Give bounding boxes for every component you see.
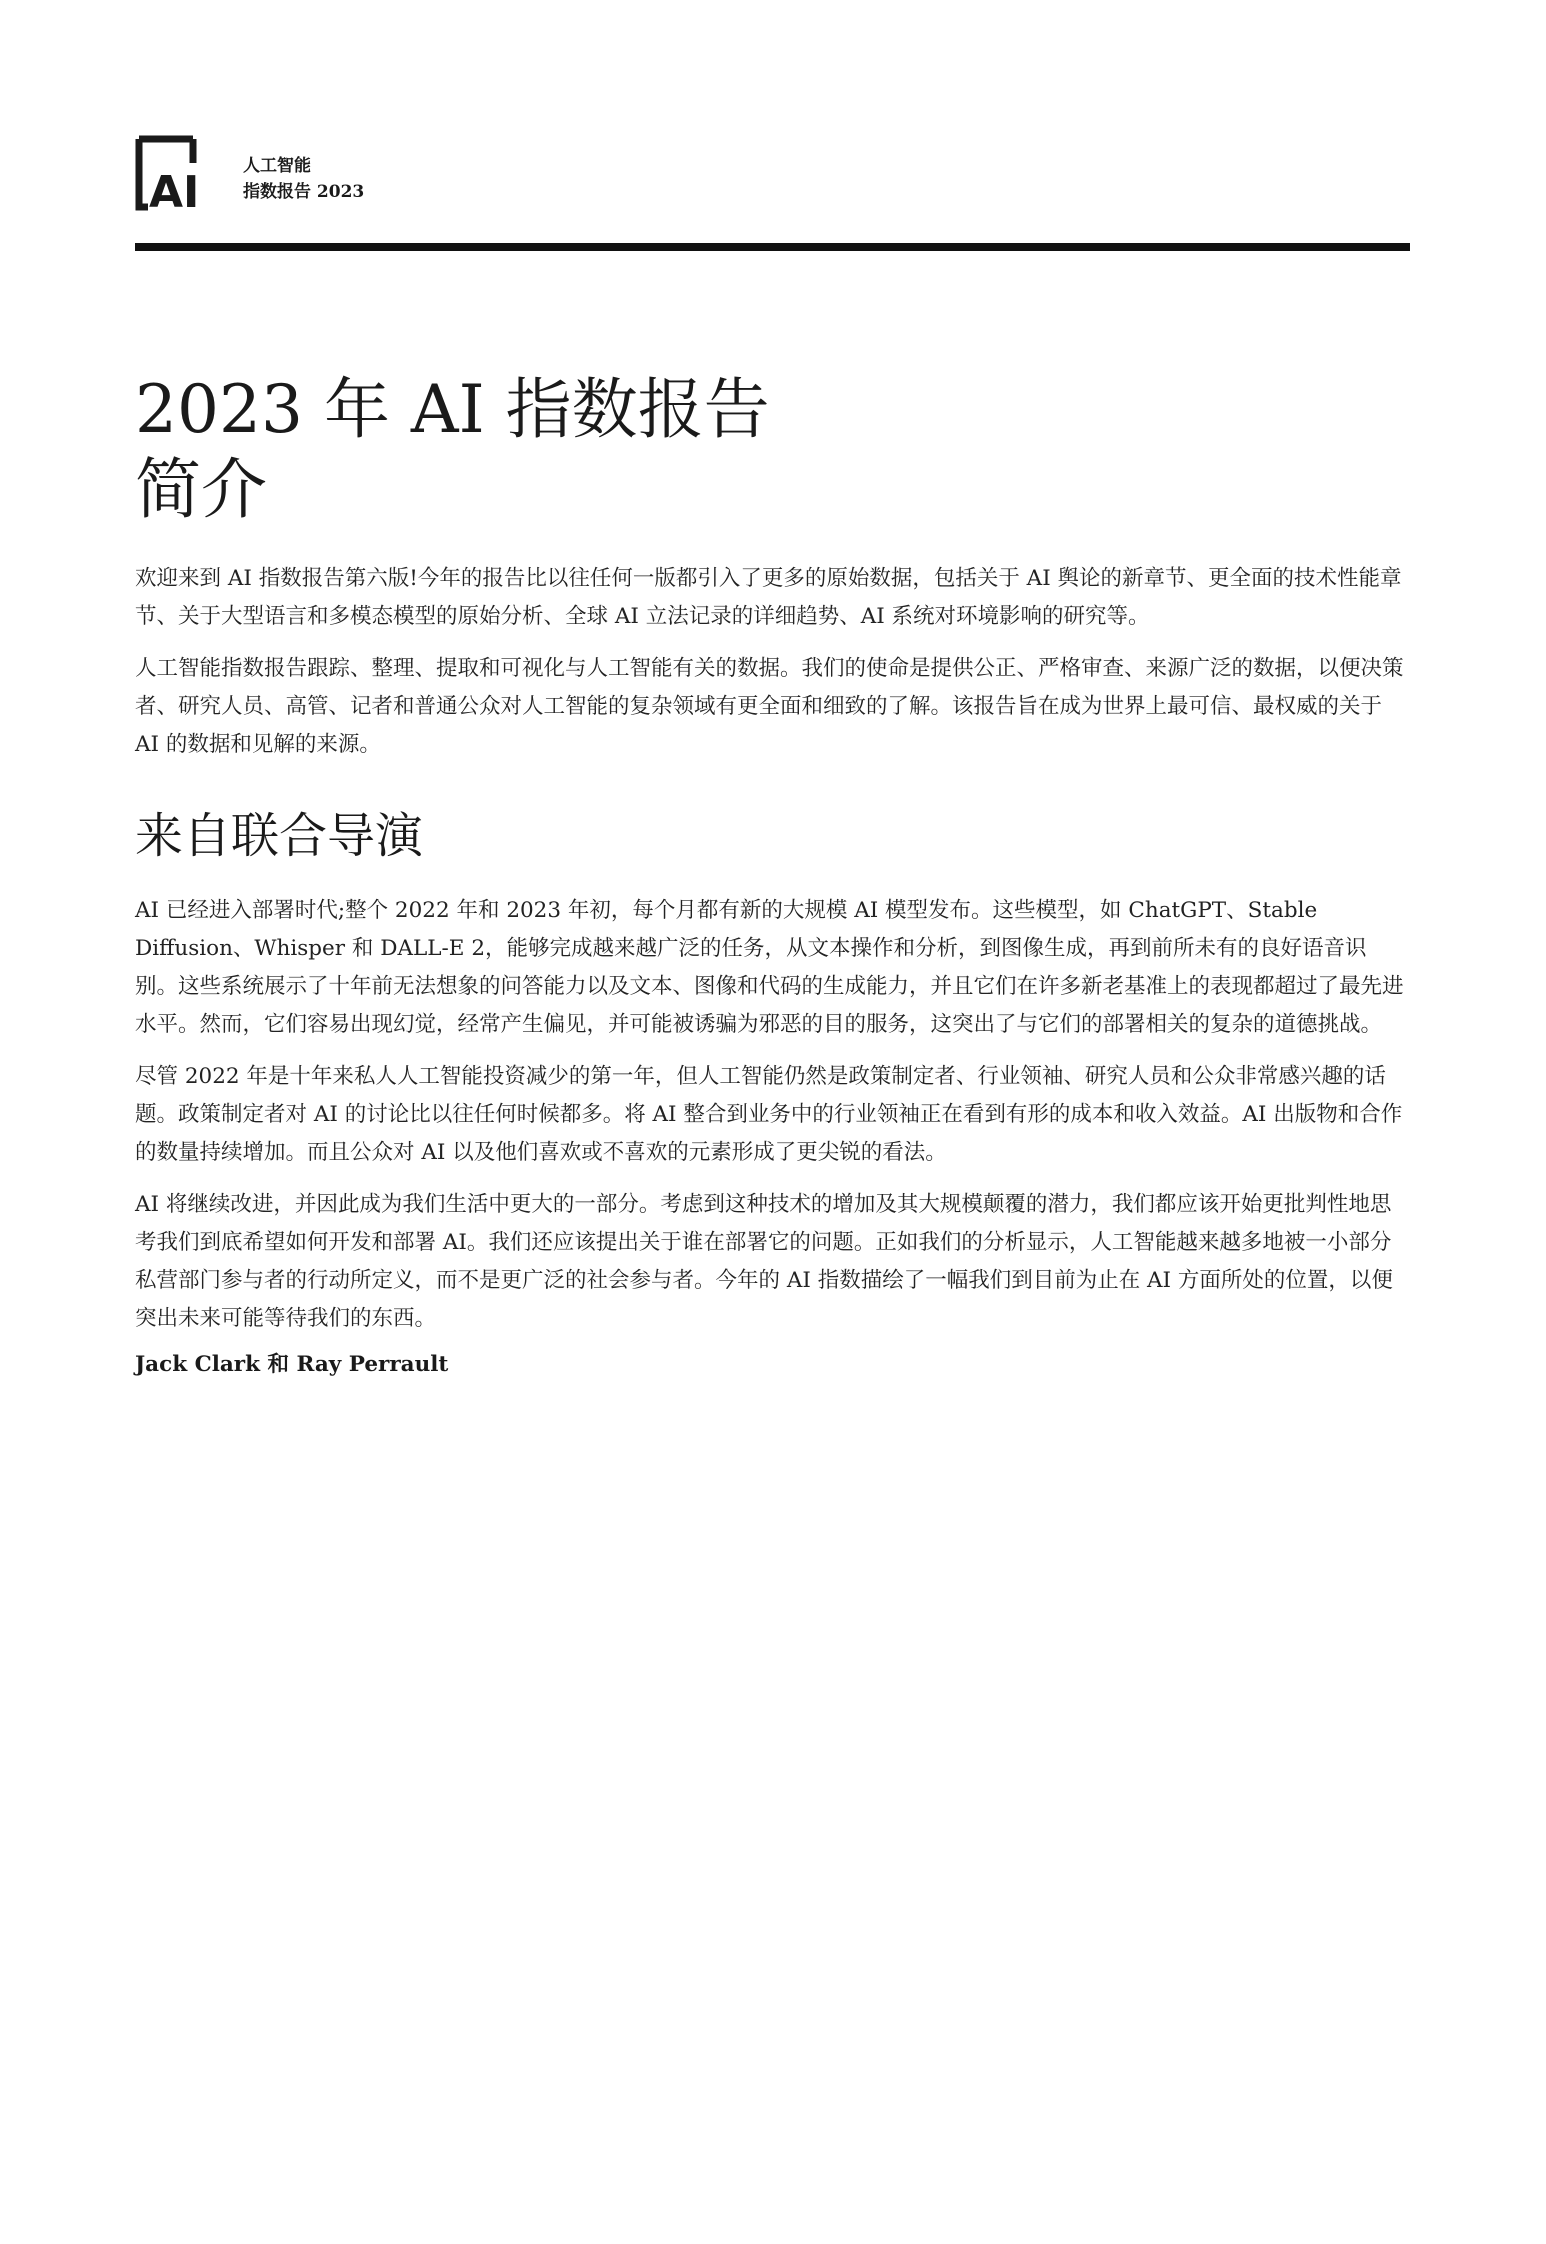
directors-paragraph-2: 尽管 2022 年是十年来私人人工智能投资减少的第一年，但人工智能仍然是政策制定者、行业领袖、研究人员和公众非常感兴趣的话题。政策制定者对 AI 的讨论比以往任何时候都多。将 AI 整合到业务中的行业领袖正在看到有形的成本和收入效益。AI 出版物和合作的数量持续增加。而且公众对 AI 以及他们喜欢或不喜欢的元素形成了更尖锐的看法。 xyxy=(135,1064,1403,1165)
report-name-line1: 人工智能 xyxy=(243,156,311,176)
report-name-line2: 指数报告 2023 xyxy=(243,182,365,202)
report-name xyxy=(243,153,364,205)
directors-signature: Jack Clark 和 Ray Perrault xyxy=(135,1352,449,1377)
page-title-line2: 简介 xyxy=(135,451,267,528)
page-title xyxy=(135,370,1405,530)
directors-paragraph-3: AI 将继续改进，并因此成为我们生活中更大的一部分。考虑到这种技术的增加及其大规模颠覆的潜力，我们都应该开始更批判性地思考我们到底希望如何开发和部署 AI。我们还应该提出关于谁在部署它的问题。正如我们的分析显示，人工智能越来越多地被一小部分私营部门参与者的行动所定义，而不是更广泛的社会参与者。今年的 AI 指数描绘了一幅我们到目前为止在 AI 方面所处的位置，以便突出未来可能等待我们的东西。 xyxy=(135,1192,1393,1331)
page-title-line1: 2023 年 AI 指数报告 xyxy=(135,371,770,448)
directors-paragraph-1: AI 已经进入部署时代;整个 2022 年和 2023 年初，每个月都有新的大规模 AI 模型发布。这些模型，如 ChatGPT、Stable Diffusion、Whisper 和 DALL-E 2，能够完成越来越广泛的任务，从文本操作和分析，到图像生成，再到前所未有的良好语音识别。这些系统展示了十年前无法想象的问答能力以及文本、图像和代码的生成能力，并且它们在许多新老基准上的表现都超过了最先进水平。然而，它们容易出现幻觉，经常产生偏见，并可能被诱骗为邪恶的目的服务，这突出了与它们的部署相关的复杂的道德挑战。 xyxy=(135,898,1404,1037)
main-content xyxy=(135,370,1405,1384)
intro-paragraph-2: 人工智能指数报告跟踪、整理、提取和可视化与人工智能有关的数据。我们的使命是提供公正、严格审查、来源广泛的数据，以便决策者、研究人员、高管、记者和普通公众对人工智能的复杂领域有更全面和细致的了解。该报告旨在成为世界上最可信、最权威的关于 AI 的数据和见解的来源。 xyxy=(135,656,1404,757)
directors-heading: 来自联合导演 xyxy=(135,808,424,864)
report-header xyxy=(135,135,1410,215)
logo-text: AI xyxy=(149,167,200,211)
header-divider xyxy=(135,243,1410,251)
ai-index-logo xyxy=(135,135,225,211)
intro-paragraph-1: 欢迎来到 AI 指数报告第六版!今年的报告比以往任何一版都引入了更多的原始数据，包括关于 AI 舆论的新章节、更全面的技术性能章节、关于大型语言和多模态模型的原始分析、全球 AI 立法记录的详细趋势、AI 系统对环境影响的研究等。 xyxy=(135,566,1402,629)
